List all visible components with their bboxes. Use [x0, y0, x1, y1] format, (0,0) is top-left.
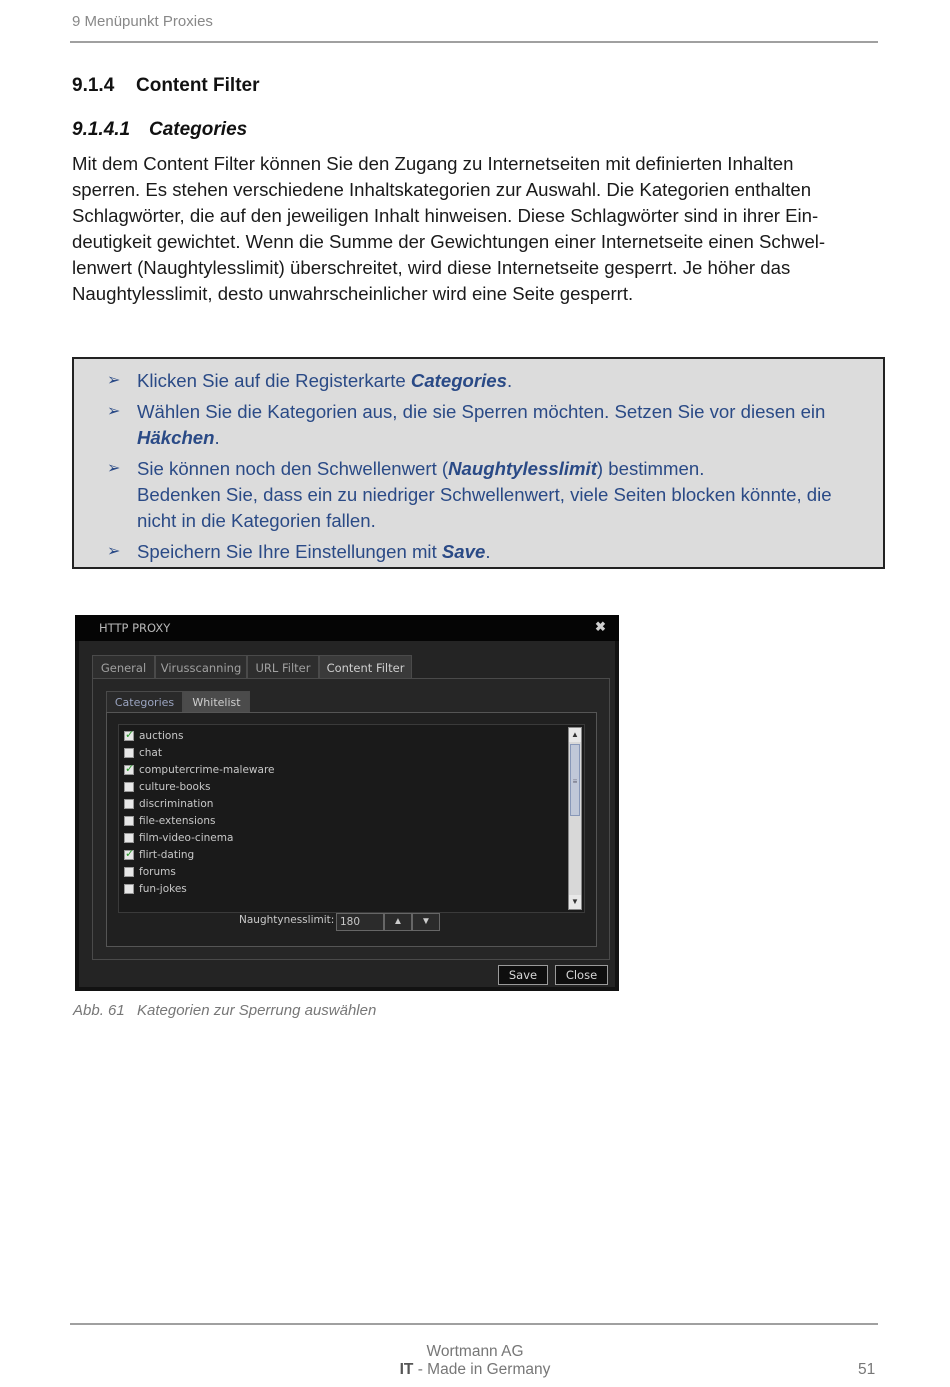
category-label: flirt-dating	[139, 849, 195, 861]
instruction-text-part: .	[507, 370, 513, 391]
limit-increase-button[interactable]: ▲	[384, 913, 412, 931]
category-label: auctions	[139, 730, 184, 742]
category-label: discrimination	[139, 798, 214, 810]
checkbox[interactable]	[124, 816, 134, 826]
save-button[interactable]: Save	[498, 965, 548, 985]
arrow-bullet-icon: ➢	[107, 460, 121, 477]
checkbox-checked[interactable]	[124, 765, 134, 775]
checkbox[interactable]	[124, 748, 134, 758]
body-line: sperren. Es stehen verschiedene Inhaltskategorien zur Auswahl. Die Kategorien enthalten	[72, 179, 812, 200]
subsection-title: Categories	[149, 119, 248, 140]
body-line: Mit dem Content Filter können Sie den Zugang zu Internetseiten mit definierten Inhalten	[72, 153, 794, 174]
section-number: 9.1.4	[72, 75, 115, 96]
scroll-thumb[interactable]	[570, 744, 580, 816]
checkbox[interactable]	[124, 867, 134, 877]
checkbox[interactable]	[124, 799, 134, 809]
instruction-text-line: nicht in die Kategorien fallen.	[137, 510, 376, 531]
naughtyness-limit-label: Naughtynesslimit:	[239, 914, 335, 926]
instruction-emphasis: Categories	[410, 370, 507, 391]
footer-tagline-text: - Made in Germany	[413, 1361, 551, 1378]
scroll-up-icon[interactable]: ▲	[569, 728, 581, 742]
header-rule	[70, 41, 878, 43]
dialog-title: HTTP PROXY	[99, 621, 171, 635]
category-label: film-video-cinema	[139, 832, 234, 844]
arrow-bullet-icon: ➢	[107, 372, 121, 389]
tab-virusscanning[interactable]: Virusscanning	[155, 655, 247, 678]
caption-text: Kategorien zur Sperrung auswählen	[137, 1002, 377, 1019]
figure-caption	[73, 1002, 376, 1019]
footer-company: Wortmann AG	[426, 1343, 524, 1360]
body-line: Schlagwörter, die auf den jeweiligen Inhalt hinweisen. Diese Schlagwörter sind in ihrer Ein-	[72, 205, 819, 226]
instruction-text-part: Speichern Sie Ihre Einstellungen mit	[137, 541, 442, 562]
category-label: forums	[139, 866, 176, 878]
category-label: file-extensions	[139, 815, 216, 827]
subtab-whitelist[interactable]: Whitelist	[183, 691, 250, 713]
instruction-emphasis: Save	[441, 541, 486, 562]
close-icon[interactable]: ✖	[595, 619, 606, 634]
body-paragraph	[72, 151, 872, 307]
category-label: chat	[139, 747, 162, 759]
caption-number: Abb. 61	[73, 1002, 125, 1019]
naughtyness-limit-input[interactable]: 180	[336, 913, 384, 931]
category-label: fun-jokes	[139, 883, 187, 895]
list-scrollbar[interactable]	[568, 727, 582, 910]
instruction-text-part: Wählen Sie die Kategorien aus, die sie Sperren möchten. Setzen Sie vor diesen ein	[137, 401, 826, 422]
instruction-emphasis: Häkchen	[137, 427, 215, 448]
instruction-text	[137, 539, 882, 565]
instruction-text-part: Klicken Sie auf die Registerkarte	[137, 370, 411, 391]
tab-general[interactable]: General	[92, 655, 155, 678]
footer-rule	[70, 1323, 878, 1325]
arrow-bullet-icon: ➢	[107, 403, 121, 420]
page-number: 51	[858, 1361, 876, 1378]
checkbox[interactable]	[124, 782, 134, 792]
instruction-emphasis: Naughtylesslimit	[448, 458, 597, 479]
category-label: computercrime-maleware	[139, 764, 275, 776]
checkbox-checked[interactable]	[124, 731, 134, 741]
scroll-down-icon[interactable]: ▼	[569, 895, 581, 909]
instruction-text-line: Bedenken Sie, dass ein zu niedriger Schwellenwert, viele Seiten blocken könnte, die	[137, 484, 832, 505]
proxy-dialog-screenshot	[75, 615, 619, 991]
checkbox-checked[interactable]	[124, 850, 134, 860]
body-line: deutigkeit gewichtet. Wenn die Summe der Gewichtungen einer Internetseite einen Schwel-	[72, 231, 826, 252]
instruction-text	[137, 456, 882, 534]
instruction-text-part: Sie können noch den Schwellenwert (	[137, 458, 449, 479]
subtab-categories[interactable]: Categories	[106, 691, 183, 713]
instruction-text-part: .	[214, 427, 220, 448]
arrow-bullet-icon: ➢	[107, 543, 121, 560]
subsection-number: 9.1.4.1	[72, 119, 131, 140]
body-line: lenwert (Naughtylesslimit) überschreitet, wird diese Internetseite gesperrt. Je höher das	[72, 257, 791, 278]
section-heading	[72, 75, 260, 97]
instruction-text-part: .	[485, 541, 491, 562]
checkbox[interactable]	[124, 833, 134, 843]
body-line: Naughtylesslimit, desto unwahrscheinlicher wird eine Seite gesperrt.	[72, 283, 634, 304]
instruction-box	[72, 357, 885, 569]
running-header: 9 Menüpunkt Proxies	[72, 13, 213, 30]
dialog-titlebar	[75, 615, 619, 641]
instruction-text	[137, 368, 882, 394]
instruction-text	[137, 399, 882, 451]
close-button[interactable]: Close	[555, 965, 608, 985]
instruction-text-part: ) bestimmen.	[596, 458, 705, 479]
footer-tagline	[0, 1361, 950, 1379]
grip-icon: ≡	[572, 777, 578, 786]
checkbox[interactable]	[124, 884, 134, 894]
footer-tagline-bold: IT	[399, 1361, 414, 1378]
tab-content-filter[interactable]: Content Filter	[319, 655, 412, 678]
limit-decrease-button[interactable]: ▼	[412, 913, 440, 931]
category-label: culture-books	[139, 781, 211, 793]
dialog-body	[79, 641, 615, 987]
subsection-heading	[72, 119, 247, 141]
tab-url-filter[interactable]: URL Filter	[247, 655, 319, 678]
section-title: Content Filter	[136, 75, 260, 96]
